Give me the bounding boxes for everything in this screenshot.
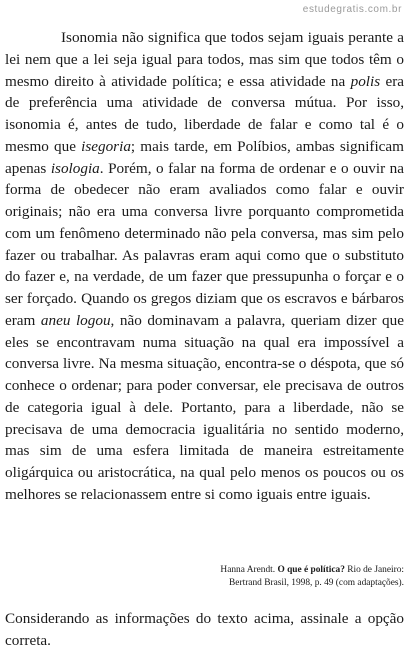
passage-text bbox=[5, 27, 404, 506]
passage-segment: Isonomia não significa que todos sejam iguais perante a lei nem que a lei seja igual para todos, mas sim que todos têm o mesmo direito à atividade política; e essa atividade na bbox=[5, 29, 404, 90]
term-isegoria: isegoria bbox=[81, 137, 131, 155]
term-isologia: isologia bbox=[50, 159, 100, 177]
passage-segment: ; mais tarde, em Políbios, ambas significam apenas bbox=[5, 137, 404, 177]
citation-details: Rio de Janeiro: Bertrand Brasil, 1998, p. 49 (com adaptações). bbox=[229, 565, 404, 588]
site-watermark: estudegratis.com.br bbox=[302, 4, 402, 15]
source-citation bbox=[200, 564, 404, 590]
passage-segment: . Porém, o falar na forma de ordenar e o ouvir na forma de obedecer não eram avaliados como falar e ouvir originais; não era uma conversa livre porquanto comprometida com um fenômeno determinado não pela conversa, mas sim pelo fazer ou trabalhar. As palavras eram aqui como que o substituto do fazer e, na verdade, de um fazer que pressupunha o forçar e o ser forçado. Quando os gregos diziam que os escravos e bárbaros eram bbox=[5, 159, 404, 329]
passage-segment: , não dominavam a palavra, queriam dizer que eles se encontravam numa situação na qual era impossível a conversa livre. Na mesma situação, encontra-se o déspota, que só conhece o ordenar; para poder conversar, ele precisava de outros de categoria igual à dele. Portanto, para a liberdade, não se precisava de uma democracia igualitária no sentido moderno, mas sim de uma esfera limitada de maneira estreitamente oligárquica ou aristocrática, na qual pelo menos os poucos ou os melhores se relacionassem entre si como iguais entre iguais. bbox=[5, 311, 404, 503]
term-polis: polis bbox=[350, 72, 381, 90]
citation-title: O que é política? bbox=[277, 565, 345, 575]
citation-author: Hanna Arendt. bbox=[220, 565, 278, 575]
question-prompt: Considerando as informações do texto acima, assinale a opção correta. bbox=[5, 610, 404, 649]
passage-segment: era de preferência uma atividade de conversa mútua. Por isso, isonomia é, antes de tudo, liberdade de falar e como tal é o mesmo que bbox=[5, 72, 404, 155]
term-aneu-logou: aneu logou bbox=[40, 311, 111, 329]
